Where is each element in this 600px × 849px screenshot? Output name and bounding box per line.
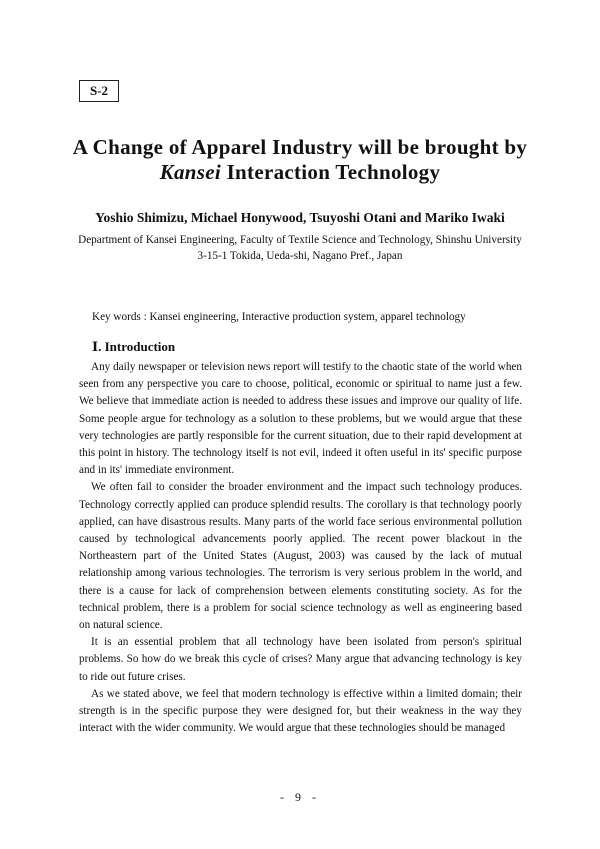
- affiliation-line-1: Department of Kansei Engineering, Faculty of Textile Science and Technology, Shinshu University: [78, 234, 522, 246]
- author-list: Yoshio Shimizu, Michael Honywood, Tsuyoshi Otani and Mariko Iwaki: [95, 210, 505, 225]
- section-label-box: S-2: [79, 80, 119, 102]
- body-text: [79, 359, 522, 737]
- title-line-2: [40, 160, 560, 185]
- paragraph-2: We often fail to consider the broader environment and the impact such technology produces. Technology correctly applied can produce splendid results. The corollary is that technology poorly applied, can have disastrous results. Many parts of the world face serious environmental pollution caused by technological advancements poorly applied. The recent power blackout in the Northeastern part of the United States (August, 2003) was caused by the lack of mutual relationship among various technologies. The terrorism is very serious problem in the world, and there is a cause for lack of comprehension between elements constituting society. As for the technical problem, there is a problem for social science technology as well as engineering based on natural science.: [79, 481, 522, 632]
- section-heading: Ⅰ. Introduction: [92, 339, 176, 354]
- paragraph-3: It is an essential problem that all technology have been isolated from person's spiritual problems. So how do we break this cycle of crises? Many argue that advancing technology is key to ride out future crises.: [79, 636, 522, 683]
- affiliation: [40, 232, 560, 264]
- paragraph-1: Any daily newspaper or television news report will testify to the chaotic state of the world when seen from any perspective you care to choose, political, economic or spiritual to name just a few. We believe that immediate action is needed to address these issues and improve our quality of life. Some people argue for technology as a solution to these problems, but we would argue that these very technologies are partly responsible for the current situation, due to their rapid development at this point in history. The technology itself is not evil, indeed it often useful in its' specific purpose and in its' immediate environment.: [79, 361, 522, 477]
- title-line-2-rest: Interaction Technology: [221, 160, 441, 184]
- keywords: Key words : Kansei engineering, Interactive production system, apparel technology: [92, 311, 466, 323]
- page-number: - 9 -: [280, 790, 320, 804]
- title-kansei-italic: Kansei: [159, 160, 222, 184]
- paragraph-4: As we stated above, we feel that modern technology is effective within a limited domain; their strength is in the specific purpose they were designed for, but their weakness in the way they interact with the wider community. We would argue that these technologies should be managed: [79, 687, 522, 735]
- paper-title: [40, 135, 560, 185]
- title-line-1: A Change of Apparel Industry will be brought by: [72, 135, 528, 159]
- affiliation-line-2: 3-15-1 Tokida, Ueda-shi, Nagano Pref., Japan: [197, 250, 403, 262]
